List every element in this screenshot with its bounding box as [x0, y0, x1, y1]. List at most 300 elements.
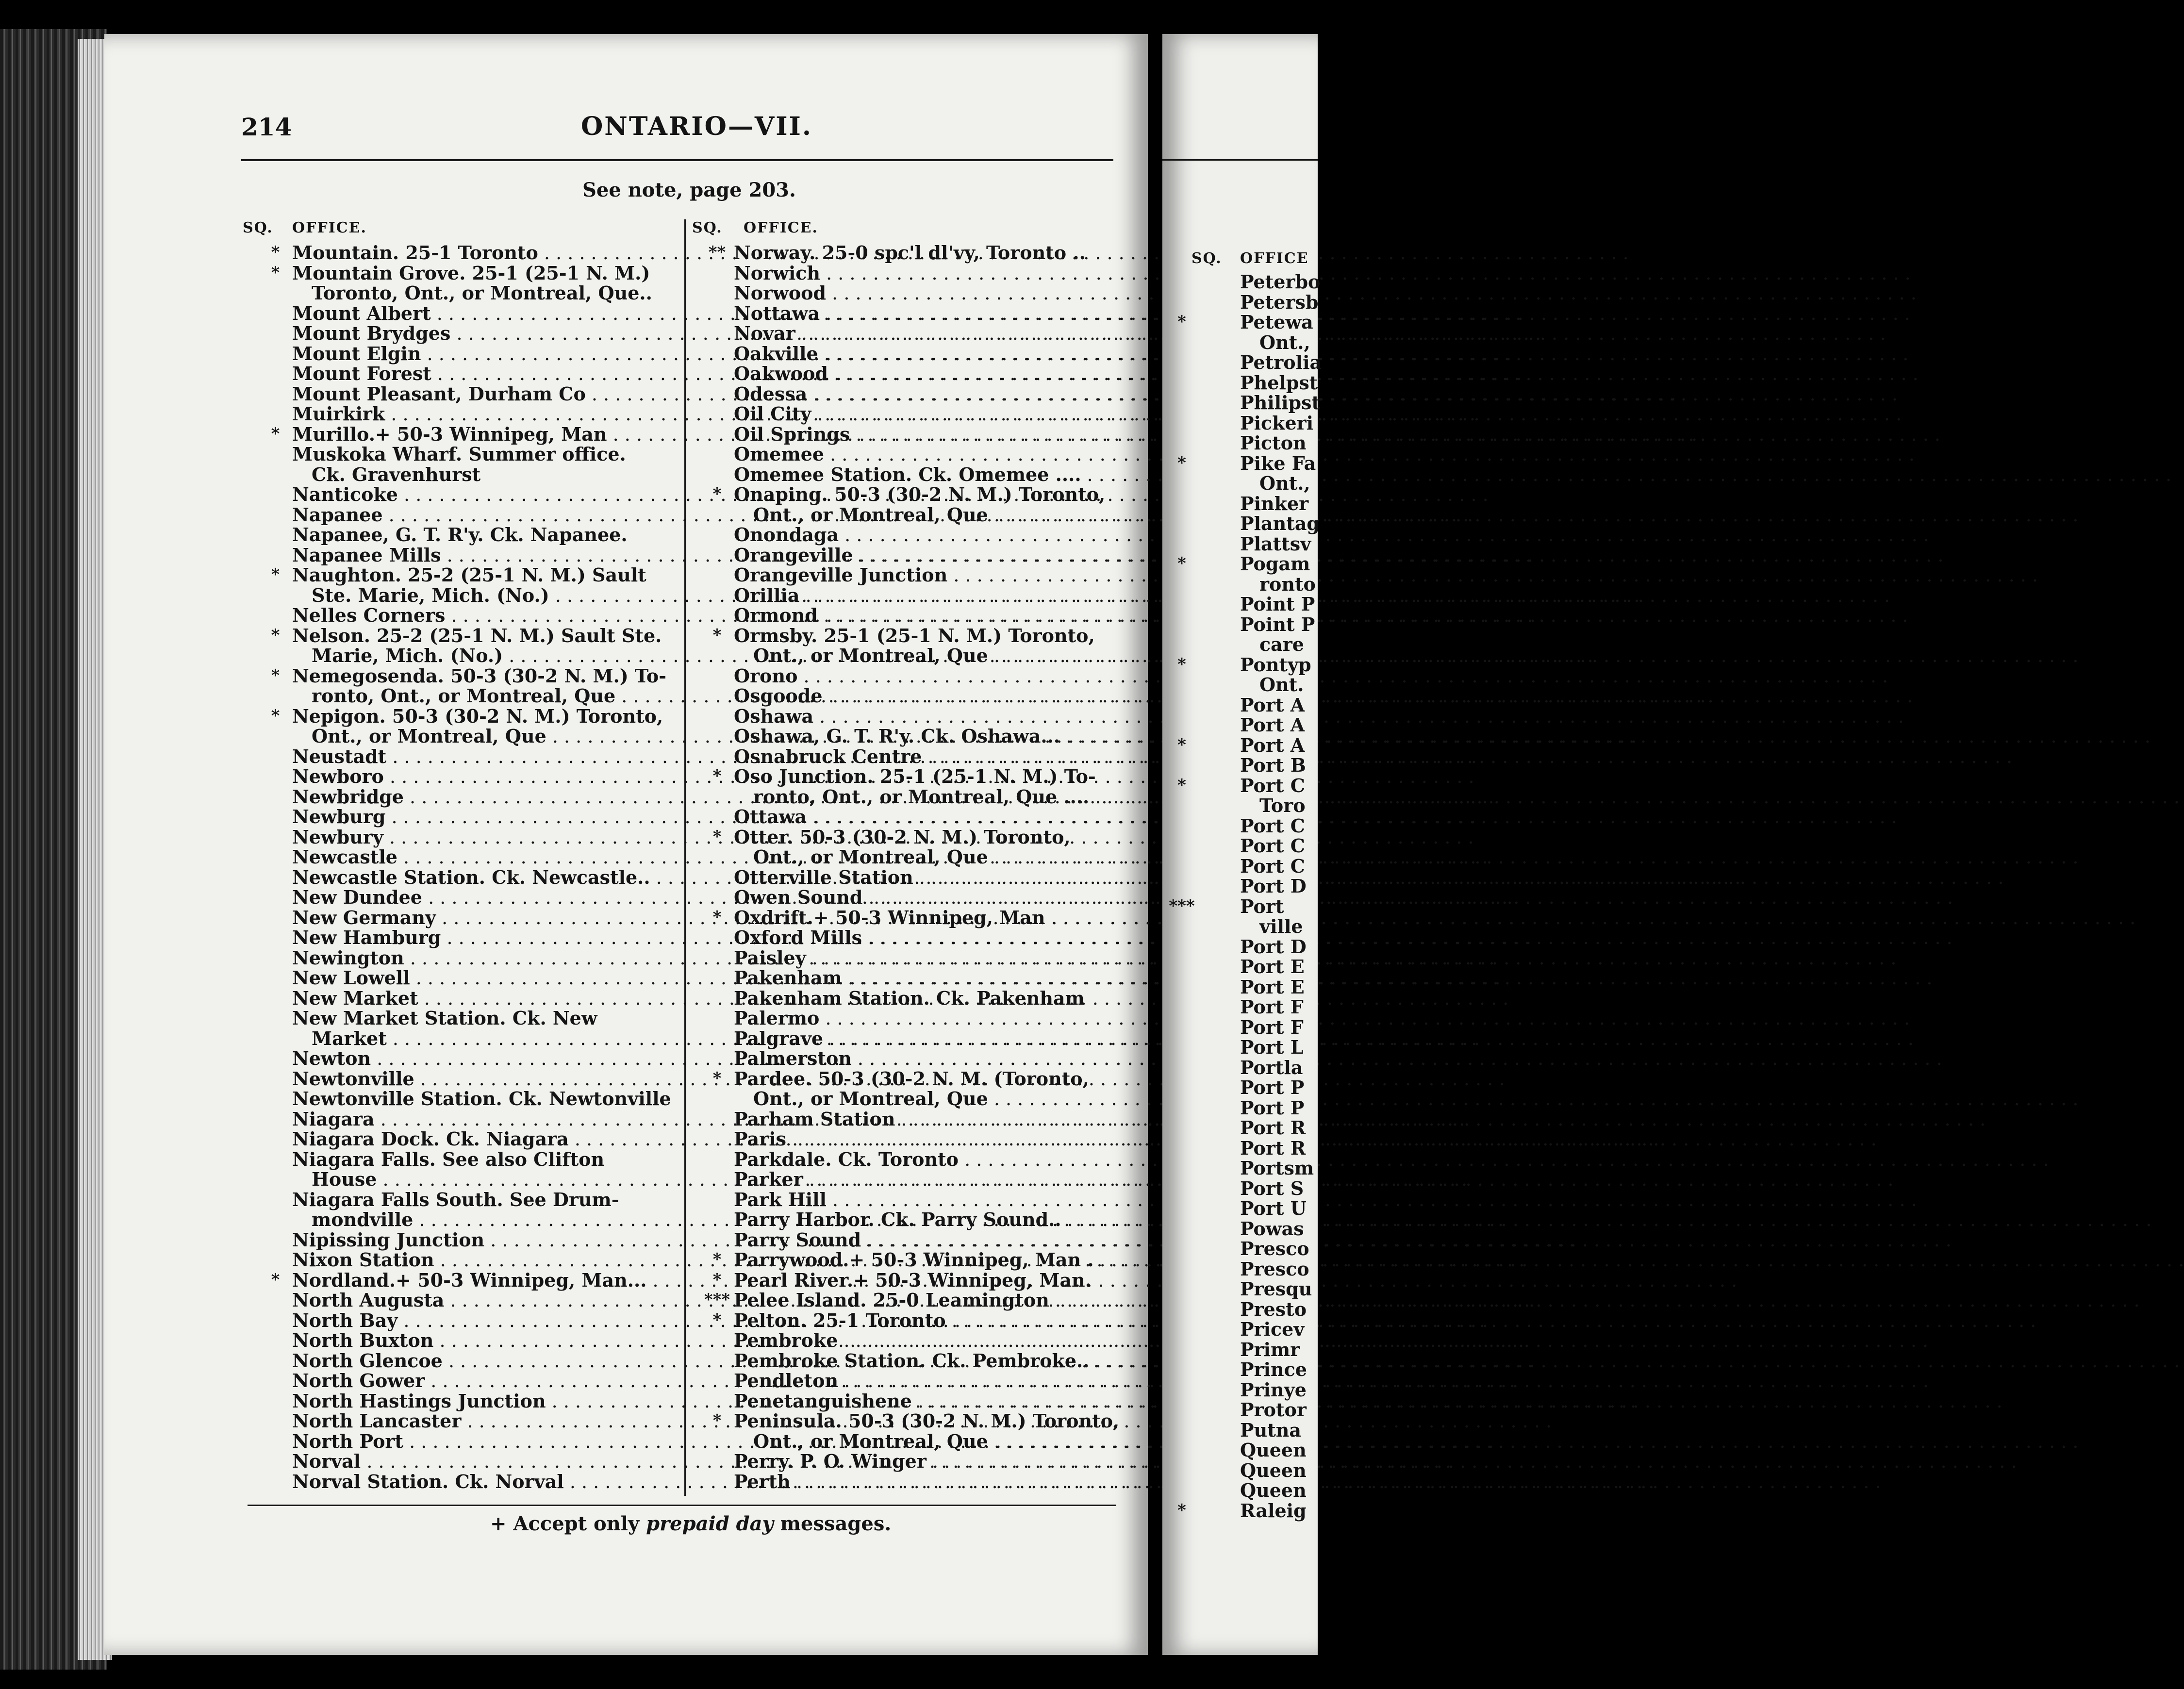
office-name: Prince: [1240, 1358, 1307, 1380]
office-name: Nelson. 25-2 (25-1 N. M.) Sault Ste.: [292, 624, 662, 646]
list-item: [1162, 1400, 1318, 1420]
office-name: Ont., or Montreal, Que . . .: [753, 847, 1116, 868]
office-name: Port P: [1240, 1076, 1305, 1098]
office-name: Ont., or Montreal, Que . . .: [753, 1089, 1116, 1109]
office-name: Port F: [1240, 1016, 1304, 1038]
office-name: Port A: [1240, 694, 1305, 716]
office-name: Niagara Falls. See also Clifton: [292, 1148, 605, 1170]
list-item: [252, 686, 665, 706]
office-name: Marie, Mich. (No.) . . .: [312, 646, 665, 666]
office-name: Orillia . . .: [734, 585, 1116, 606]
office-name: Mountain Grove. 25-1 (25-1 N. M.): [292, 262, 650, 284]
list-item: [1162, 332, 1318, 353]
office-name: Primr: [1240, 1338, 1300, 1360]
list-item: [252, 948, 665, 968]
list-item: [252, 464, 665, 485]
office-name: Mount Albert . . .: [292, 303, 665, 324]
list-item: [694, 1149, 1116, 1170]
list-item: [252, 927, 665, 948]
list-item: [252, 827, 665, 847]
right-page: [1162, 34, 1322, 1655]
list-item: [1162, 413, 1318, 433]
list-item: [252, 1371, 665, 1391]
square-marker: *: [271, 243, 280, 262]
office-name: Ont., or Montreal, Que . . .: [312, 726, 665, 747]
office-name: Oxdrift.+ 50-3 Winnipeg, Man . . .: [734, 908, 1116, 928]
list-item: [694, 867, 1116, 888]
office-name: mondville . . .: [312, 1209, 665, 1230]
list-item: [694, 1290, 1116, 1310]
square-marker: *: [712, 1310, 722, 1330]
list-item: [1162, 271, 1321, 293]
office-name: Orangeville . . .: [734, 545, 1116, 566]
square-marker: ***: [1169, 896, 1195, 916]
list-item: [252, 807, 665, 827]
office-name: Phelpst: [1240, 371, 1318, 394]
footnote: [490, 1512, 891, 1535]
office-name: Port E: [1240, 956, 1305, 977]
office-name: Muskoka Wharf. Summer office.: [292, 443, 626, 465]
list-item: [1162, 856, 1318, 877]
square-marker: *: [271, 424, 280, 444]
office-name: Oakwood . . .: [734, 364, 1116, 384]
office-name: Oshawa . . .: [734, 706, 1116, 727]
office-name: Newbridge . . .: [292, 787, 665, 808]
list-item: [252, 263, 665, 283]
office-name: Queen: [1240, 1479, 1307, 1501]
office-name: Port D: [1240, 875, 1307, 897]
square-marker: *: [271, 565, 280, 584]
list-item: [694, 988, 1116, 1009]
list-item: [1162, 1098, 1318, 1118]
office-name: Paris . . .: [734, 1129, 1116, 1150]
list-item: [1162, 957, 1318, 977]
office-name: North Lancaster . . .: [292, 1411, 665, 1432]
office-name: Pearl River.+ 50-3 Winnipeg, Man.: [734, 1269, 1092, 1291]
office-name: New Market Station. Ck. New: [292, 1007, 597, 1029]
office-name: New Hamburg . . .: [292, 927, 665, 948]
office-name: ronto: [1259, 573, 1316, 595]
office-name: Petersb: [1240, 291, 1319, 313]
footer-rule: [248, 1505, 1116, 1506]
office-name: Oshawa, G. T. R'y. Ck. Oshawa... . . .: [734, 726, 1116, 747]
office-name: Norval Station. Ck. Norval . . .: [292, 1472, 665, 1492]
office-name: Ck. Gravenhurst: [312, 463, 481, 485]
list-item: [252, 484, 665, 505]
office-name: North Hastings Junction . . .: [292, 1391, 665, 1412]
office-name: Nipissing Junction . . .: [292, 1230, 665, 1251]
office-name: Naughton. 25-2 (25-1 N. M.) Sault: [292, 564, 646, 586]
office-name: Peterbo: [1240, 271, 1321, 293]
office-name: Novar . . .: [734, 323, 1116, 344]
office-name: Murillo.+ 50-3 Winnipeg, Man . . .: [292, 424, 665, 445]
office-name: Port: [1240, 895, 1284, 917]
list-item: [1162, 1340, 1318, 1360]
office-name: Nixon Station . . .: [292, 1250, 665, 1271]
office-name: Niagara Falls South. See Drum-: [292, 1188, 619, 1210]
square-marker: *: [712, 1250, 722, 1269]
list-item: [694, 968, 1116, 988]
list-item: [1162, 876, 1318, 896]
office-name: Parry Harbor. Ck. Parry Sound.. . . .: [734, 1209, 1116, 1230]
square-marker: *: [1177, 735, 1186, 755]
list-item: [1162, 634, 1318, 655]
list-item: [1162, 755, 1318, 776]
list-item: [252, 726, 665, 746]
office-name: Presco: [1240, 1258, 1309, 1280]
list-item: [694, 364, 1116, 384]
right-office-header: OFFICE: [1240, 250, 1309, 267]
office-name: Otterville Station . . .: [734, 867, 1116, 888]
list-item: [252, 545, 665, 565]
square-marker: *: [271, 1270, 280, 1290]
list-item: [694, 1250, 1116, 1270]
office-name: Norval . . .: [292, 1451, 665, 1472]
list-item: [694, 384, 1116, 404]
list-item: [1162, 614, 1318, 635]
office-name: Toro: [1259, 795, 1306, 816]
list-item: [252, 1008, 665, 1028]
office-name: Newington . . .: [292, 948, 665, 969]
office-name: Point P: [1240, 613, 1315, 635]
office-name: Portsm: [1240, 1157, 1314, 1179]
office-name: Neustadt . . .: [292, 746, 665, 767]
office-name: Nepigon. 50-3 (30-2 N. M.) Toronto,: [292, 705, 663, 727]
list-item: [1162, 494, 1318, 514]
list-item: [694, 1451, 1116, 1472]
square-marker: *: [712, 827, 722, 846]
office-name: Mountain. 25-1 Toronto . . .: [292, 243, 665, 264]
office-name: North Gower . . .: [292, 1371, 665, 1391]
list-item: [694, 887, 1116, 908]
list-item: [1162, 1299, 1318, 1320]
office-name: Parrywood.+ 50-3 Winnipeg, Man . . . .: [734, 1250, 1116, 1271]
office-name: Prinye: [1240, 1378, 1307, 1401]
list-item: [252, 766, 665, 787]
office-name: Ont.,: [1259, 472, 1310, 494]
list-item: [694, 605, 1116, 626]
list-item: [694, 1069, 1116, 1089]
middle-office-header: OFFICE.: [744, 219, 818, 236]
list-item: [252, 1190, 665, 1210]
page-title: ONTARIO—VII.: [581, 112, 812, 141]
office-name: New Market . . .: [292, 988, 665, 1009]
office-name: Newtonville Station. Ck. Newtonville: [292, 1088, 671, 1109]
office-name: Market . . .: [312, 1028, 665, 1049]
footnote-emphasis: prepaid day: [646, 1512, 774, 1535]
office-name: Plattsv: [1240, 532, 1311, 555]
list-item: [1162, 1178, 1318, 1199]
office-name: Norwood . . .: [734, 283, 1116, 304]
office-name: Palgrave . . .: [734, 1028, 1116, 1049]
list-item: [252, 746, 665, 767]
list-item: [252, 1129, 665, 1149]
list-item: [1162, 675, 1318, 695]
list-item: [1162, 1077, 1318, 1098]
list-item: [252, 1088, 671, 1109]
list-item: [252, 303, 665, 324]
middle-column: [694, 242, 1120, 1492]
list-item: [1162, 816, 1318, 836]
list-item: [694, 706, 1116, 727]
list-item: [694, 1008, 1116, 1028]
list-item: [694, 646, 1116, 666]
office-name: Picton: [1240, 432, 1307, 454]
office-name: ronto, Ont., or Montreal, Que . . .: [312, 686, 665, 707]
office-name: Ont., or Montreal, Que . . .: [753, 505, 1116, 526]
office-name: Powas: [1240, 1217, 1304, 1240]
office-name: Palmerston . . .: [734, 1048, 1116, 1069]
list-item: [252, 1472, 665, 1492]
list-item: [252, 1411, 665, 1431]
office-name: Toronto, Ont., or Montreal, Que..: [312, 282, 652, 304]
list-item: [1162, 695, 1318, 715]
square-marker: *: [1177, 312, 1186, 331]
list-item: [1162, 351, 1322, 373]
list-item: [694, 1169, 1116, 1190]
office-name: Ont., or Montreal, Que . . .: [753, 646, 1116, 666]
list-item: [694, 1270, 1116, 1291]
list-item: [694, 565, 1116, 585]
office-name: Protor: [1240, 1399, 1307, 1421]
list-item: [1162, 1319, 1318, 1340]
list-item: [1162, 655, 1318, 675]
left-column: [252, 242, 671, 1492]
office-name: Ormond . . .: [734, 605, 1116, 626]
office-name: Port C: [1240, 774, 1305, 796]
list-item: [1162, 574, 1318, 595]
office-name: Presco: [1240, 1238, 1309, 1259]
office-name: Penetanguishene . . .: [734, 1391, 1116, 1412]
list-item: [252, 404, 665, 424]
list-item: [252, 646, 665, 666]
list-item: [252, 605, 665, 626]
square-marker: *: [712, 1068, 722, 1088]
list-item: [252, 505, 665, 525]
office-name: House . . .: [312, 1169, 665, 1190]
square-marker: *: [712, 484, 722, 504]
office-name: Napanee . . .: [292, 505, 665, 526]
office-name: Pardee. 50-3 (30-2 N. M. (Toronto,: [734, 1067, 1089, 1090]
office-name: North Bay . . .: [292, 1310, 665, 1331]
office-name: Port S: [1240, 1177, 1304, 1199]
list-item: [252, 626, 665, 646]
office-name: Petewa: [1240, 311, 1313, 333]
list-item: [694, 1410, 1120, 1432]
list-item: [252, 1109, 665, 1129]
right-sq-header: SQ.: [1191, 250, 1222, 267]
list-item: [694, 424, 1116, 445]
list-item: [694, 1310, 1116, 1331]
office-name: Pickeri: [1240, 412, 1314, 434]
list-item: [252, 424, 665, 445]
office-name: Otter. 50-3 (30-2 N. M.) Toronto,: [734, 826, 1071, 848]
list-item: [694, 283, 1116, 303]
list-item: [1162, 312, 1318, 332]
office-name: Port F: [1240, 996, 1304, 1018]
square-marker: *: [712, 907, 722, 927]
list-item: [252, 988, 665, 1009]
office-name: Oso Junction. 25-1 (25-1 N. M.) To-: [734, 765, 1096, 787]
list-item: [1162, 776, 1318, 796]
header-rule: [241, 159, 1113, 161]
list-item: [694, 1089, 1116, 1109]
office-name: Osgoode . . .: [734, 686, 1116, 707]
office-name: North Port . . .: [292, 1431, 665, 1452]
list-item: [694, 1371, 1116, 1391]
list-item: [1162, 1380, 1318, 1400]
office-name: Nanticoke . . .: [292, 484, 665, 505]
office-name: Nemegosenda. 50-3 (30-2 N. M.) To-: [292, 664, 666, 687]
list-item: [694, 464, 1116, 485]
office-name: Orangeville Junction . . .: [734, 565, 1116, 586]
list-item: [1162, 1359, 1318, 1380]
office-name: Port A: [1240, 714, 1305, 736]
office-name: Pontyp: [1240, 653, 1311, 676]
office-name: Parham Station . . .: [734, 1109, 1116, 1130]
list-item: [694, 1028, 1116, 1049]
office-name: care: [1259, 633, 1304, 655]
office-name: Omemee Station. Ck. Omemee .... . . .: [734, 464, 1116, 485]
office-name: Ormsby. 25-1 (25-1 N. M.) Toronto,: [734, 624, 1095, 646]
office-name: Niagara . . .: [292, 1109, 665, 1130]
square-marker: *: [712, 1270, 722, 1290]
office-name: ronto, Ont., or Montreal, Que .... . . .: [753, 787, 1116, 808]
list-item: [694, 263, 1116, 283]
office-name: Pricev: [1240, 1318, 1305, 1340]
square-marker: ***: [704, 1290, 730, 1309]
office-name: Newburg . . .: [292, 807, 665, 828]
list-item: [252, 444, 665, 464]
list-item: [1162, 1259, 1318, 1279]
office-name: Ont., or Montreal, Que . . .: [753, 1431, 1116, 1452]
square-marker: *: [1177, 654, 1186, 674]
list-item: [252, 243, 665, 263]
office-name: Napanee, G. T. R'y. Ck. Napanee.: [292, 524, 628, 546]
square-marker: *: [271, 625, 280, 645]
office-name: Ottawa . . .: [734, 807, 1116, 828]
list-item: [252, 706, 665, 727]
list-item: [694, 344, 1116, 364]
list-item: [1162, 473, 1318, 494]
list-item: [1162, 836, 1318, 856]
office-name: Parry Sound . . .: [734, 1230, 1116, 1251]
list-item: [694, 1209, 1116, 1230]
office-name: Port E: [1240, 976, 1305, 998]
list-item: [252, 1250, 665, 1270]
list-item: [1162, 1058, 1318, 1078]
list-item: [252, 1230, 665, 1250]
office-name: Oakville . . .: [734, 344, 1116, 364]
page-number: 214: [241, 113, 292, 141]
list-item: [1162, 392, 1321, 414]
office-name: Ont.: [1259, 674, 1304, 695]
office-name: Port C: [1240, 855, 1305, 877]
list-item: [694, 686, 1116, 706]
page-note-text: See note, page 203.: [582, 179, 796, 201]
office-name: Mount Elgin . . .: [292, 344, 665, 364]
office-name: Presto: [1240, 1298, 1307, 1320]
office-name: Perth . . .: [734, 1472, 1116, 1492]
office-name: North Glencoe . . .: [292, 1351, 665, 1372]
list-item: [694, 666, 1116, 686]
list-item: [1162, 1118, 1318, 1138]
office-name: Newcastle Station. Ck. Newcastle.. . . .: [292, 867, 665, 888]
list-item: [1162, 1219, 1318, 1239]
list-item: [694, 484, 1116, 505]
office-name: Park Hill . . .: [734, 1190, 1116, 1210]
left-sq-header: SQ.: [243, 219, 273, 236]
list-item: [1162, 715, 1318, 735]
office-name: Port U: [1240, 1197, 1307, 1219]
office-name: Mount Pleasant, Durham Co . . .: [292, 384, 665, 405]
office-name: Port L: [1240, 1036, 1304, 1058]
square-marker: *: [712, 625, 722, 645]
square-marker: *: [1177, 775, 1186, 795]
list-item: [252, 283, 665, 303]
list-item: [252, 1351, 665, 1371]
list-item: [1162, 795, 1318, 816]
office-name: Port R: [1240, 1117, 1306, 1139]
office-name: Queen: [1240, 1459, 1307, 1481]
office-name: Norway. 25-0 spc'l dl'vy, Toronto ..: [734, 242, 1086, 264]
list-item: [1162, 453, 1318, 474]
office-name: Paisley . . .: [734, 948, 1116, 969]
list-item: [694, 505, 1116, 525]
list-item: [252, 887, 665, 908]
office-name: Parkdale. Ck. Toronto . . .: [734, 1149, 1116, 1170]
office-name: Perry. P. O. Winger . . .: [734, 1451, 1116, 1472]
office-name: Port P: [1240, 1096, 1305, 1119]
office-name: Nordland.+ 50-3 Winnipeg, Man... . . .: [292, 1270, 665, 1291]
office-name: Pakenham . . .: [734, 968, 1116, 989]
list-item: [252, 1028, 665, 1049]
list-item: [1162, 534, 1318, 554]
list-item: [252, 364, 665, 384]
list-item: [1162, 937, 1318, 957]
office-name: Port R: [1240, 1137, 1306, 1159]
office-name: Oil City . . .: [734, 404, 1116, 425]
office-name: Pike Fa: [1240, 452, 1316, 474]
list-item: [1162, 896, 1318, 917]
office-name: Pakenham Station. Ck. Pakenham: [734, 987, 1085, 1009]
list-item: [1162, 1198, 1318, 1219]
list-item: [694, 787, 1116, 807]
office-name: Newton . . .: [292, 1048, 665, 1069]
list-item: [252, 1048, 665, 1069]
office-name: Port C: [1240, 835, 1305, 857]
office-name: New Lowell . . .: [292, 968, 665, 989]
list-item: [252, 344, 665, 364]
list-item: [1162, 1158, 1318, 1178]
list-item: [694, 1330, 1116, 1351]
square-marker: **: [708, 243, 726, 262]
square-marker: *: [1177, 554, 1186, 573]
list-item: [252, 787, 665, 807]
list-item: [252, 1330, 665, 1351]
square-marker: *: [1177, 1500, 1186, 1520]
list-item: [252, 323, 665, 344]
list-item: [694, 1230, 1116, 1250]
office-name: Newbury . . .: [292, 827, 665, 848]
list-item: [694, 626, 1116, 646]
list-item: [252, 1149, 665, 1170]
office-name: New Dundee . . .: [292, 887, 665, 908]
footnote-prefix: + Accept only: [490, 1512, 646, 1535]
office-name: Raleig: [1240, 1499, 1307, 1522]
list-item: [694, 1431, 1116, 1452]
list-item: [1162, 513, 1318, 534]
